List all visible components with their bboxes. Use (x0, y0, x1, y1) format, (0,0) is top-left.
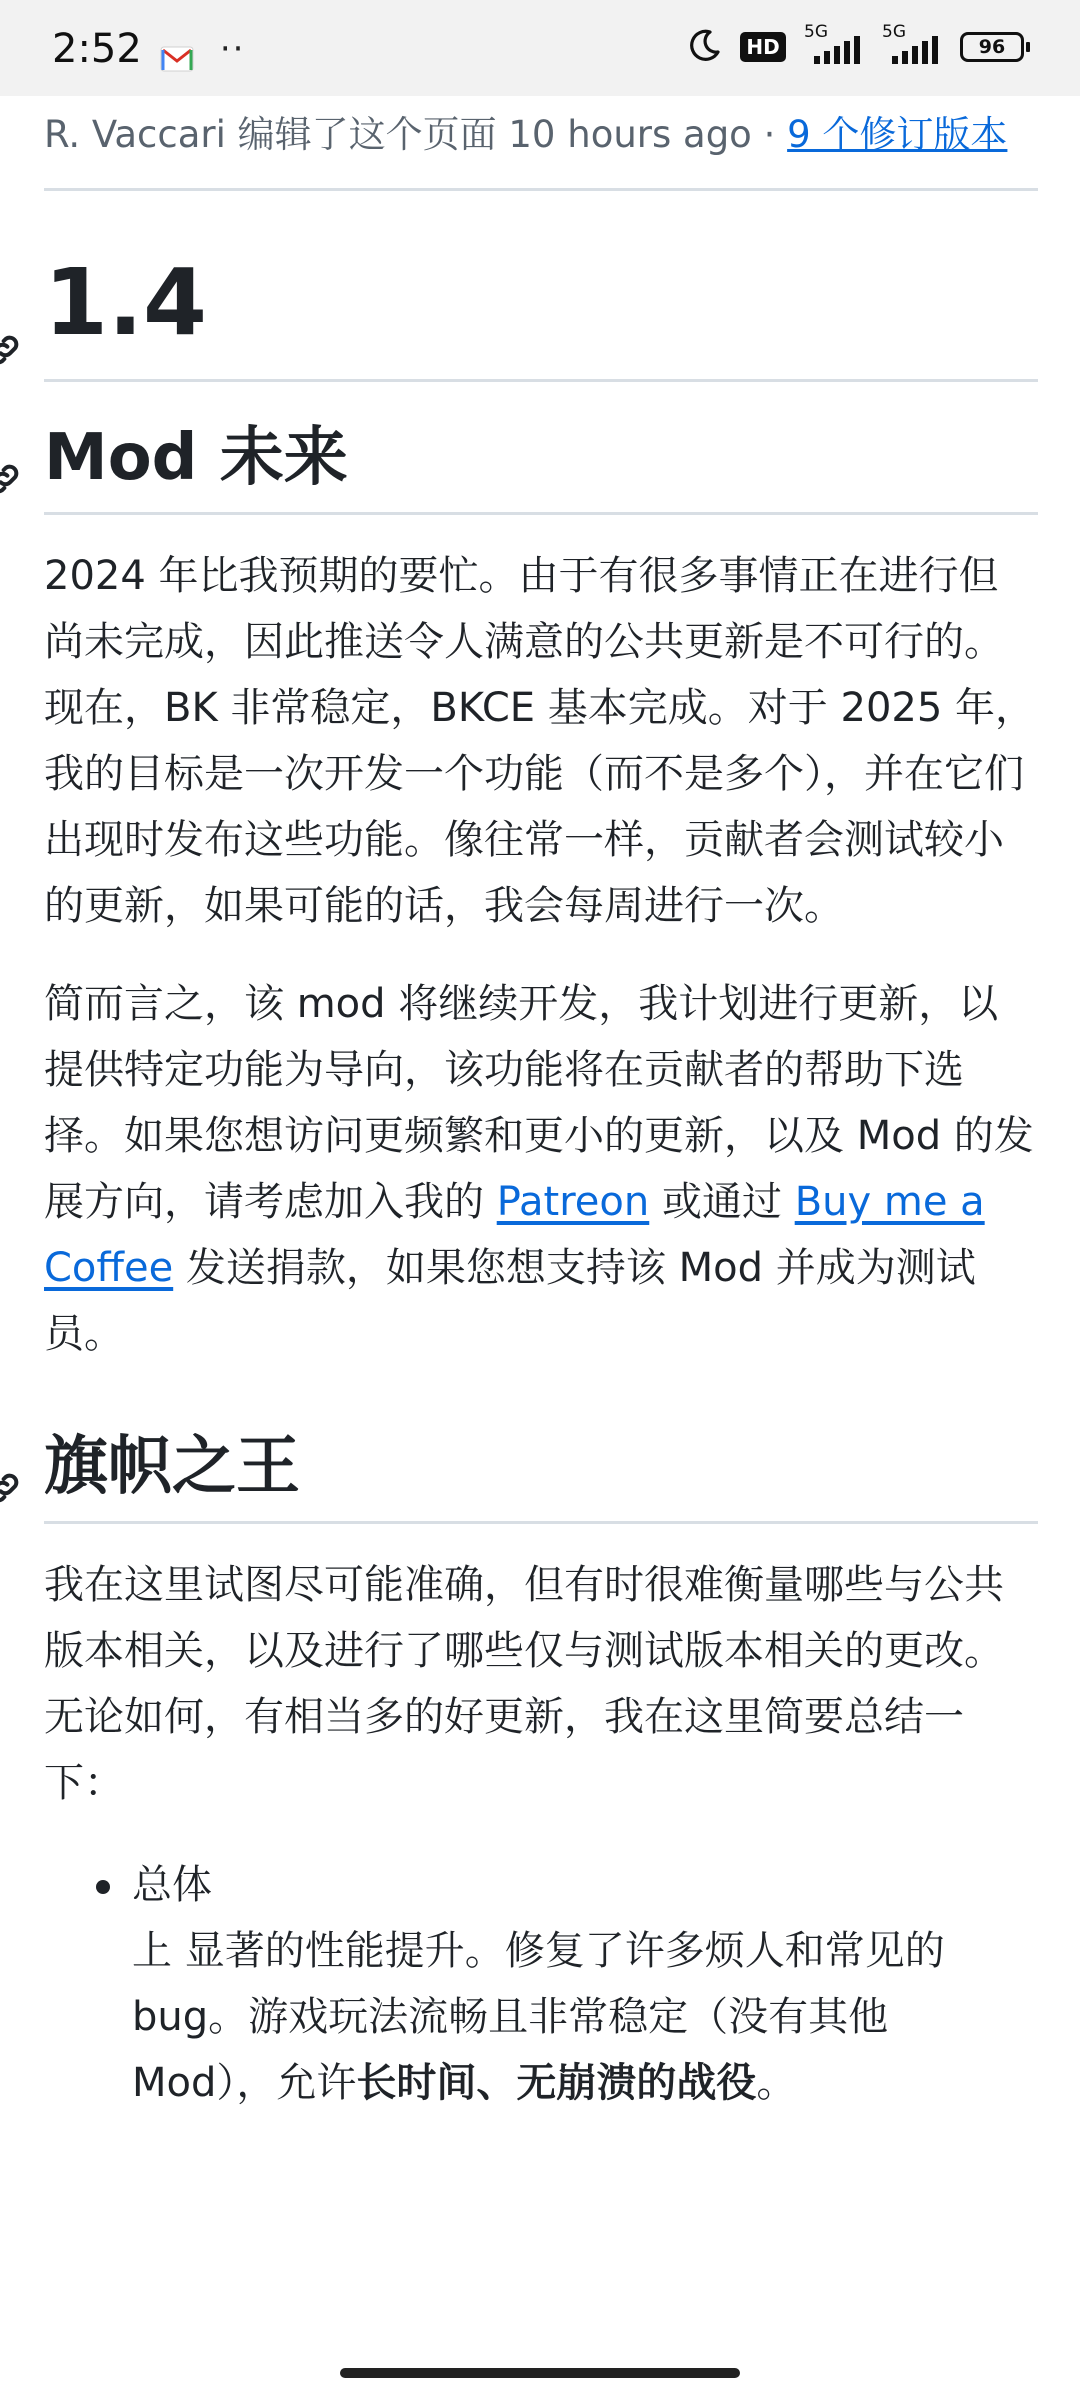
home-indicator[interactable] (340, 2368, 740, 2378)
buy-me-a-coffee-link[interactable]: Buy me a Coffee (44, 1179, 985, 1291)
signal-1-icon (804, 22, 864, 68)
navigation-bar (0, 2346, 1080, 2400)
version-heading-text: 1.4 (44, 249, 207, 356)
signal-2-icon (882, 22, 942, 68)
section-heading-mod-future (44, 418, 1038, 498)
more-notifications-icon: ·· (219, 29, 246, 69)
link-icon[interactable] (0, 283, 24, 323)
hd-voice-icon: HD (740, 32, 786, 62)
list-item-title: 总体 (132, 1862, 212, 1908)
meta-divider (44, 188, 1038, 191)
list-item-emphasis: 长时间、无崩溃的战役 (356, 2060, 757, 2106)
paragraph-text: 发送捐款，如果您想支持该 Mod 并成为测试员。 (44, 1245, 976, 1357)
paragraph-intro: 我在这里试图尽可能准确，但有时很难衡量哪些与公共版本相关，以及进行了哪些仅与测试版本相关的更改。无论如何，有相当多的好更新，我在这里简要总结一下： (44, 1562, 1004, 1806)
section-heading-text: 旗帜之王 (44, 1430, 300, 1504)
paragraph-support (44, 971, 1038, 1367)
update-list (44, 1852, 1038, 2116)
edit-info: R. Vaccari 编辑了这个页面 10 hours ago · (44, 113, 788, 156)
link-icon[interactable] (0, 1447, 24, 1487)
revisions-link[interactable]: 9 个修订版本 (787, 113, 1008, 156)
list-item-text (132, 1918, 1038, 2116)
page-meta (44, 110, 1038, 160)
network-type-1: 5G (804, 22, 828, 42)
patreon-link[interactable]: Patreon (496, 1179, 650, 1225)
status-bar (0, 0, 1080, 96)
status-left (52, 26, 245, 72)
battery-icon (960, 32, 1030, 62)
link-icon[interactable] (0, 438, 24, 478)
paragraph: 2024 年比我预期的要忙。由于有很多事情正在进行但尚未完成，因此推送令人满意的公共更新是不可行的。现在，BK 非常稳定，BKCE 基本完成。对于 2025 年，我的目标是一次开发一个功能（而不是多个），并在它们出现时发布这些功能。像往常一样，贡献者会测试较小的更新，如果可能的话，我会每周进行一次。 (44, 553, 1036, 929)
version-divider (44, 379, 1038, 382)
moon-icon (688, 28, 722, 66)
paragraph-text: 简而言之，该 mod 将继续开发，我计划进行更新，以提供特定功能为导向，该功能将在贡献者的帮助下选择。如果您想访问更频繁和更小的更新，以及 Mod 的发展方向，请考虑加入我的 (44, 981, 1034, 1225)
section-heading-king-of-banners (44, 1427, 1038, 1507)
clock: 2:52 (52, 26, 142, 72)
wiki-content (44, 96, 1038, 2116)
battery-level: 96 (960, 32, 1024, 62)
list-item-end: 。 (756, 2060, 797, 2106)
section-heading-text: Mod 未来 (44, 421, 348, 495)
version-heading (44, 247, 1038, 359)
section-divider (44, 512, 1038, 515)
list-item (44, 1852, 1038, 2116)
section-divider (44, 1521, 1038, 1524)
gmail-icon (160, 36, 194, 62)
list-item-body: 上 显著的性能提升。修复了许多烦人和常见的 bug。游戏玩法流畅且非常稳定（没有其他 Mod），允许 (132, 1928, 945, 2106)
paragraph-text: 或通过 (649, 1179, 795, 1225)
network-type-2: 5G (882, 22, 906, 42)
status-right (688, 22, 1030, 68)
